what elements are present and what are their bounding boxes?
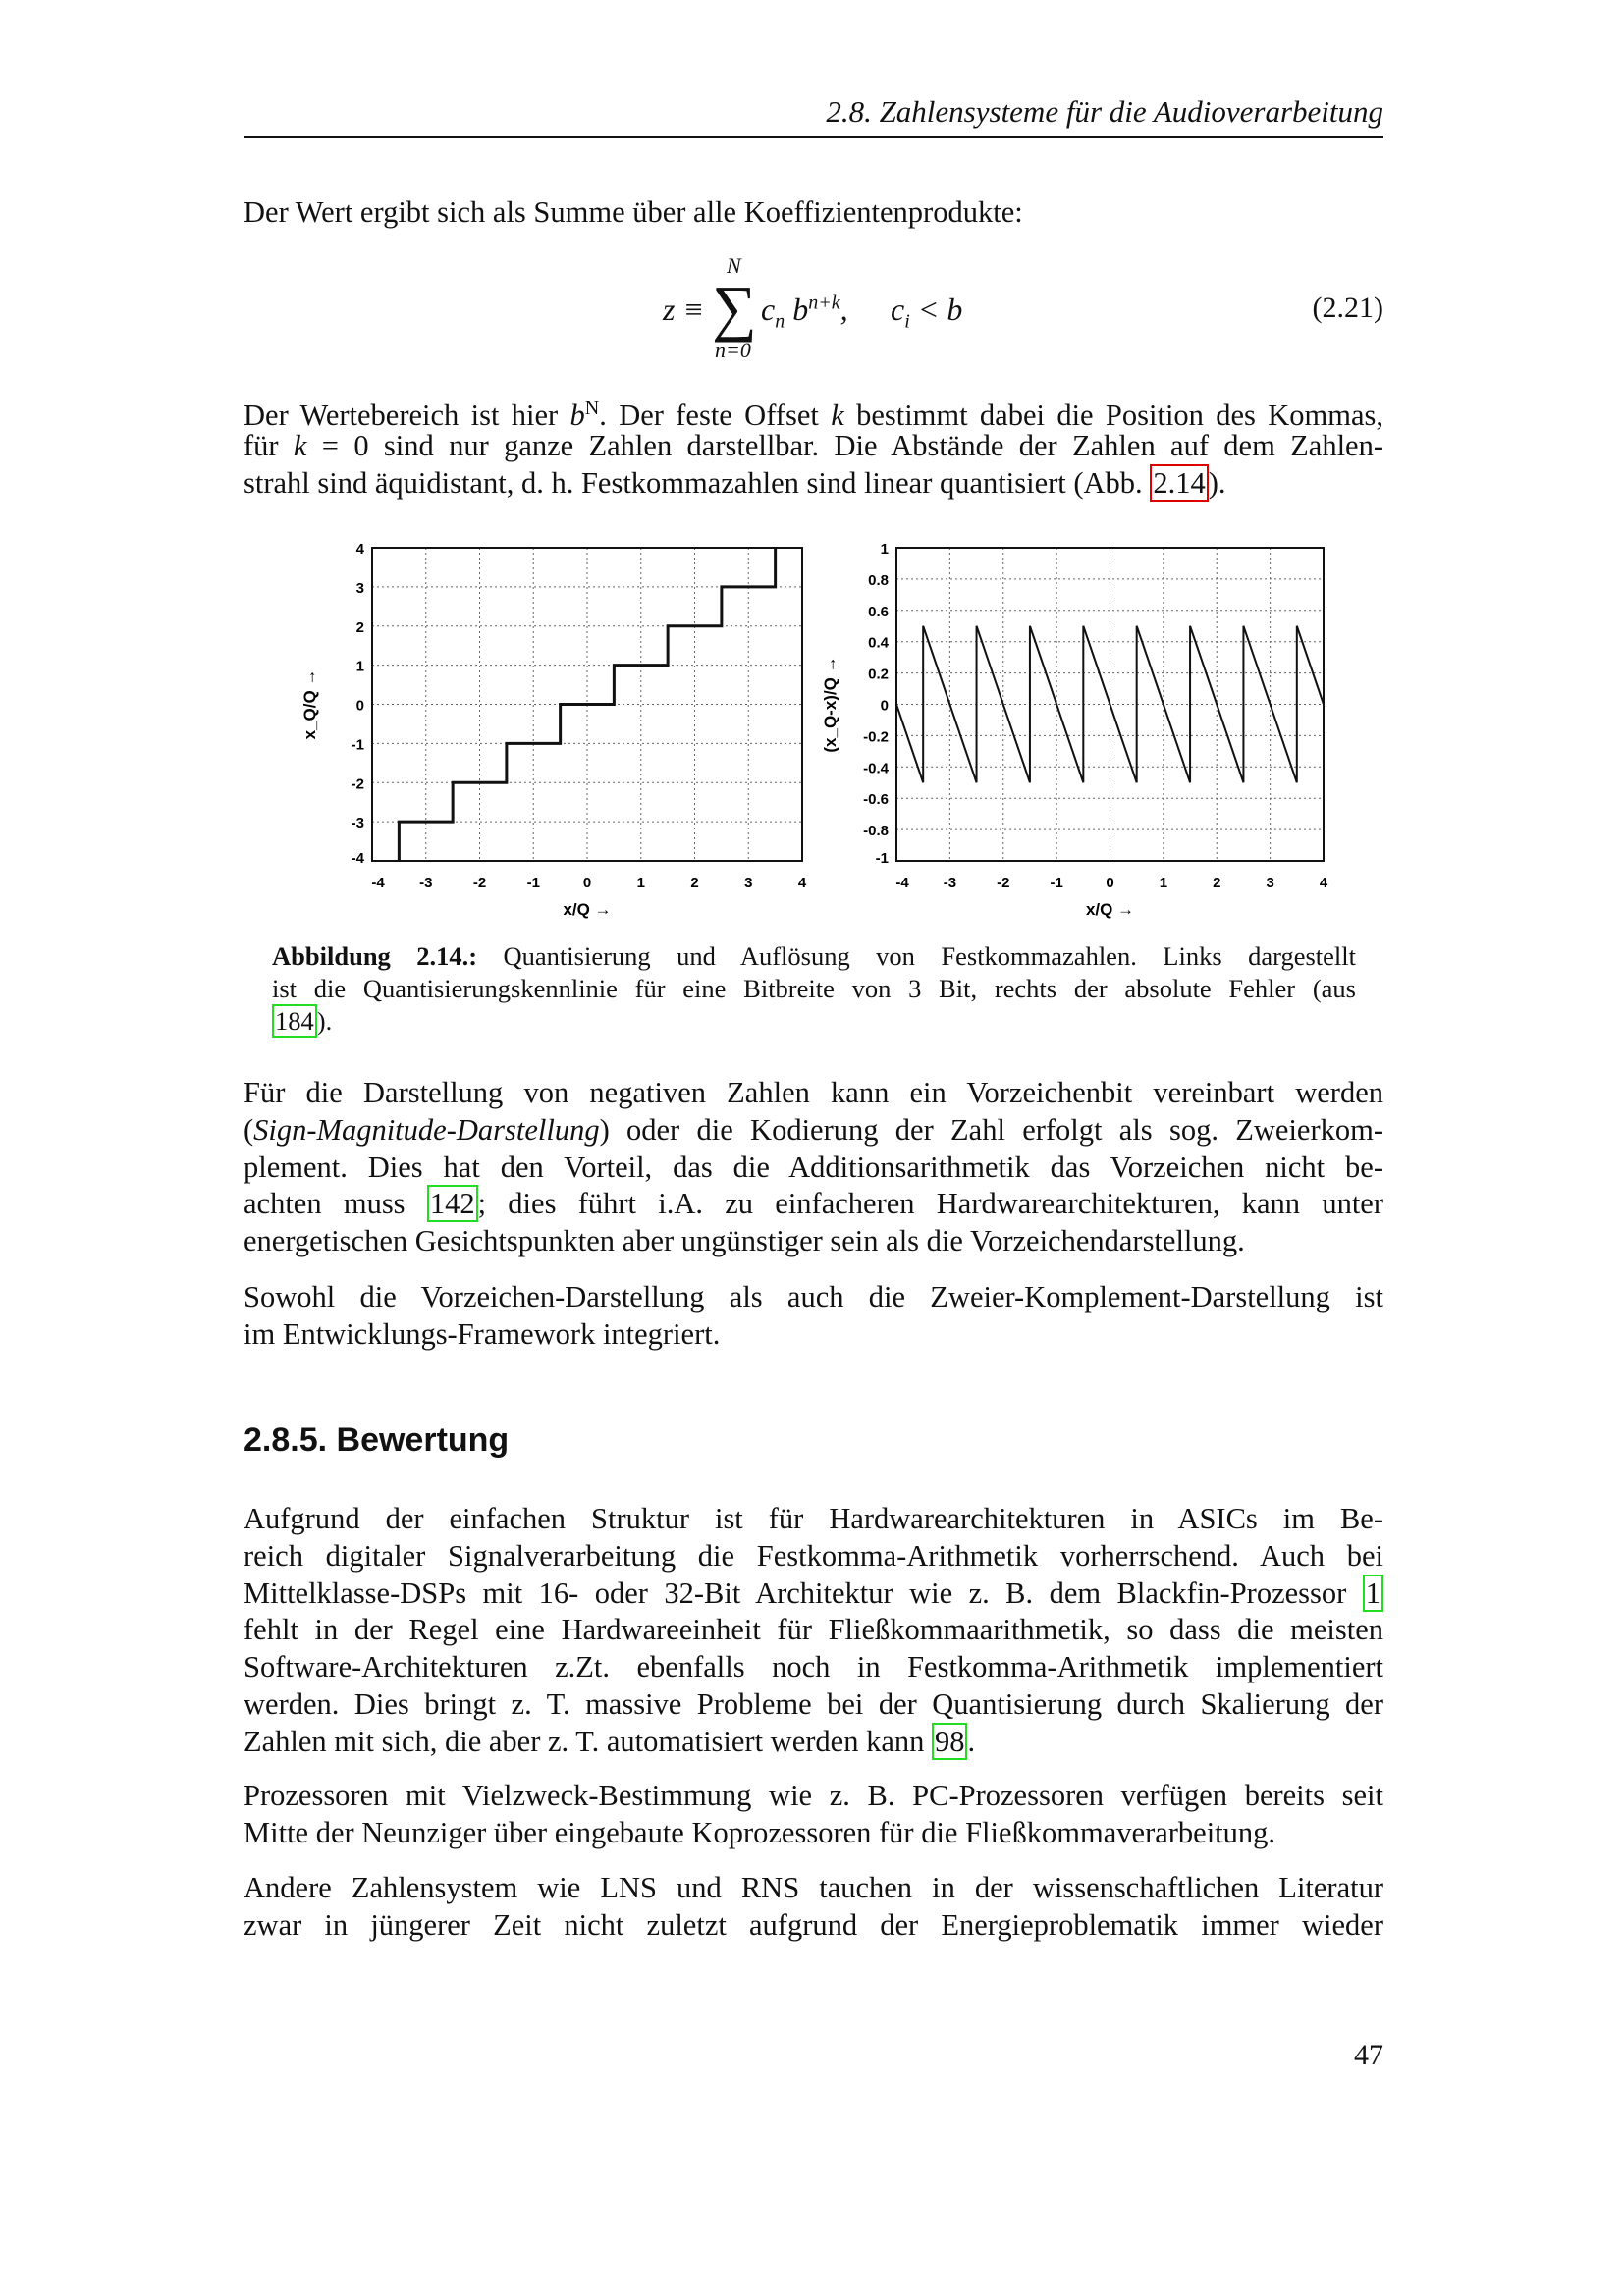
text-line — [244, 1778, 1383, 1815]
y-tick-label: -0.4 — [863, 760, 889, 777]
x-tick-label: 0 — [582, 875, 592, 891]
x-tick-label: 4 — [797, 875, 807, 891]
text-span: . — [967, 1724, 976, 1758]
text-line — [272, 1005, 1356, 1038]
text-line — [244, 1724, 1383, 1761]
superscript: N — [584, 398, 600, 419]
citation-link[interactable]: 1 — [1363, 1575, 1383, 1612]
paragraph — [244, 391, 1383, 502]
equation-lhs: z ≡ — [663, 292, 705, 327]
x-axis-label: x/Q → — [563, 900, 612, 919]
text-span: ). — [316, 1006, 333, 1036]
term: c — [761, 292, 776, 327]
running-header: 2.8. Zahlensysteme für die Audioverarbeitung — [826, 94, 1383, 129]
x-tick-label: 3 — [744, 875, 753, 891]
x-tick-label: -3 — [943, 875, 957, 891]
x-tick-label: 0 — [1106, 875, 1114, 891]
text-line — [244, 465, 1383, 503]
text-span: Aufgrund der einfachen Struktur ist für Hardwarearchitekturen in ASICs im Be- — [244, 1502, 1383, 1535]
text-line — [244, 1186, 1383, 1223]
x-tick-label: -4 — [895, 875, 909, 891]
text-line — [244, 1316, 1383, 1354]
text-span: ist die Quantisierungskennlinie für eine Bitbreite von 3 Bit, rechts der absolute Fehler (aus — [272, 974, 1356, 1003]
term-sub: n — [775, 310, 785, 333]
y-tick-label: -0.8 — [863, 823, 889, 840]
text-span: k — [831, 399, 844, 433]
text-line — [244, 194, 1383, 232]
y-tick-label: 1 — [355, 658, 364, 675]
text-span: reich digitaler Signalverarbeitung die Festkomma-Arithmetik vorherrschend. Auch bei — [244, 1538, 1383, 1573]
text-line — [244, 1538, 1383, 1575]
y-tick-label: 1 — [880, 541, 889, 558]
y-tick-label: 2 — [355, 618, 364, 636]
section-heading: 2.8.5. Bewertung — [244, 1421, 510, 1459]
text-span: achten muss — [244, 1187, 427, 1221]
text-span: Quantisierung und Auflösung von Festkommazahlen. Links dargestellt — [477, 941, 1356, 971]
text-span: ; dies führt i.A. zu einfacheren Hardwarearchitekturen, kann unter — [477, 1187, 1383, 1221]
text-span: plement. Dies hat den Vorteil, das die Additionsarithmetik das Vorzeichen nicht be- — [244, 1149, 1383, 1184]
paragraph — [244, 1075, 1383, 1260]
y-axis-label: x_Q/Q → — [300, 668, 319, 740]
x-axis-label: x/Q → — [1085, 900, 1135, 919]
text-span: b — [569, 399, 585, 433]
y-tick-label: -1 — [875, 850, 889, 867]
cond-sub: i — [904, 310, 910, 333]
y-tick-label: -3 — [351, 815, 364, 832]
y-tick-label: -0.6 — [863, 791, 889, 809]
chart-quantization — [300, 541, 807, 919]
text-line — [244, 1686, 1383, 1724]
x-tick-label: 2 — [1213, 875, 1221, 891]
cond-c: c — [891, 292, 905, 327]
figure-caption — [272, 940, 1356, 1038]
text-span: Andere Zahlensystem wie LNS und RNS tauchen in der wissenschaftlichen Literatur — [244, 1871, 1383, 1904]
y-tick-label: 0 — [880, 697, 889, 715]
text-span: strahl sind äquidistant, d. h. Festkommazahlen sind linear quantisiert (Abb. — [244, 465, 1151, 500]
text-span: werden. Dies bringt z. T. massive Probleme bei der Quantisierung durch Skalierung der — [244, 1686, 1383, 1721]
equation-number: (2.21) — [1312, 292, 1383, 324]
text-span: Sowohl die Vorzeichen-Darstellung als auch die Zweier-Komplement-Darstellung ist — [244, 1280, 1383, 1313]
y-tick-label: 3 — [355, 579, 364, 597]
text-line — [272, 940, 1356, 973]
y-tick-label: 0.6 — [868, 603, 889, 620]
text-line — [244, 428, 1383, 465]
x-tick-label: 1 — [1159, 875, 1168, 891]
text-line — [244, 1815, 1383, 1852]
y-tick-label: 4 — [355, 541, 364, 558]
text-span: bestimmt dabei die Position des Kommas, — [843, 399, 1383, 433]
text-line — [244, 1649, 1383, 1686]
text-line — [244, 1149, 1383, 1187]
text-span: k — [293, 428, 307, 462]
text-line — [244, 1501, 1383, 1538]
text-span: Zahlen mit sich, die aber z. T. automatisiert werden kann — [244, 1724, 932, 1758]
citation-link[interactable]: 98 — [932, 1723, 968, 1760]
term-exp: n+k — [808, 292, 840, 314]
text-span: Software-Architekturen z.Zt. ebenfalls noch in Festkomma-Arithmetik implementiert — [244, 1650, 1383, 1684]
text-span: Der Wert ergibt sich als Summe über alle Koeffizientenprodukte: — [244, 195, 1023, 229]
text-span: für — [244, 428, 294, 462]
x-tick-label: 1 — [636, 875, 645, 891]
y-tick-label: 0.2 — [868, 666, 889, 683]
text-span: fehlt in der Regel eine Hardwareeinheit für Fließkommaarithmetik, so dass die meisten — [244, 1613, 1383, 1647]
text-line — [244, 1223, 1383, 1260]
term-base: b — [792, 292, 809, 327]
y-tick-label: 0.4 — [868, 634, 889, 652]
text-span: Mitte der Neunziger über eingebaute Koprozessoren für die Fließkommaverarbeitung. — [244, 1815, 1276, 1849]
header-rule — [244, 136, 1383, 138]
y-tick-label: -0.2 — [863, 728, 889, 746]
text-line — [244, 391, 1383, 433]
text-line — [244, 1870, 1383, 1907]
text-span: Prozessoren mit Vielzweck-Bestimmung wie z. B. PC-Prozessoren verfügen bereits seit — [244, 1779, 1383, 1812]
text-span: ( — [244, 1112, 254, 1147]
text-line — [272, 973, 1356, 1005]
y-tick-label: -2 — [351, 775, 364, 793]
y-axis-label: (x_Q-x)/Q → — [821, 656, 839, 753]
text-line — [244, 1575, 1383, 1613]
y-tick-label: -4 — [351, 850, 364, 867]
text-span: ) oder die Kodierung der Zahl erfolgt als sog. Zweierkom- — [599, 1112, 1383, 1147]
x-tick-label: -4 — [371, 875, 385, 891]
y-tick-label: 0.8 — [868, 571, 889, 589]
x-tick-label: 3 — [1266, 875, 1274, 891]
text-line — [244, 1112, 1383, 1149]
text-span: Für die Darstellung von negativen Zahlen kann ein Vorzeichenbit vereinbart werden — [244, 1076, 1383, 1109]
text-span: energetischen Gesichtspunkten aber ungünstiger sein als die Vorzeichendarstellung. — [244, 1224, 1245, 1258]
paragraph — [244, 1870, 1383, 1945]
paragraph — [244, 194, 1383, 232]
text-span: Abbildung 2.14.: — [272, 941, 478, 971]
paragraph — [244, 1778, 1383, 1852]
x-tick-label: -3 — [419, 875, 433, 891]
y-tick-label: -1 — [351, 736, 364, 754]
y-tick-label: 0 — [355, 697, 364, 715]
x-tick-label: -2 — [997, 875, 1010, 891]
x-tick-label: -1 — [526, 875, 540, 891]
text-span: Sign-Magnitude-Darstellung — [253, 1112, 600, 1147]
text-span: zwar in jüngerer Zeit nicht zuletzt aufgrund der Energieproblematik immer wieder — [244, 1907, 1383, 1942]
text-span: = 0 sind nur ganze Zahlen darstellbar. Die Abstände der Zahlen auf dem Zahlen- — [306, 428, 1383, 462]
text-span: Mittelklasse-DSPs mit 16- oder 32-Bit Architektur wie z. B. dem Blackfin-Prozessor — [244, 1575, 1363, 1610]
sum-upper: N — [727, 253, 741, 278]
paragraph — [244, 1501, 1383, 1761]
x-tick-label: -1 — [1050, 875, 1063, 891]
citation-link[interactable]: 184 — [272, 1004, 317, 1038]
text-span: . Der feste Offset — [599, 399, 832, 433]
text-line — [244, 1075, 1383, 1112]
citation-link[interactable]: 142 — [427, 1185, 478, 1222]
text-line — [244, 1907, 1383, 1945]
page-number: 47 — [1354, 2039, 1383, 2071]
sum-lower: n=0 — [715, 338, 751, 362]
text-span: ). — [1208, 465, 1226, 500]
text-span: Der Wertebereich ist hier — [244, 399, 570, 433]
sum-symbol: ∑ — [712, 273, 757, 343]
text-line — [244, 1279, 1383, 1316]
x-tick-label: 4 — [1319, 875, 1328, 891]
x-tick-label: 2 — [690, 875, 699, 891]
paragraph — [244, 1279, 1383, 1354]
text-span: im Entwicklungs-Framework integriert. — [244, 1316, 721, 1351]
x-tick-label: -2 — [472, 875, 487, 891]
text-line — [244, 1612, 1383, 1649]
citation-link[interactable]: 2.14 — [1150, 464, 1208, 502]
equation: z ≡ ∑ N n=0 $c_n$ $b^{n+k}$, $c_i < b$ (2.21) — [663, 253, 1383, 362]
cond-rest: < b — [917, 292, 963, 327]
figure-2-14 — [285, 530, 1345, 923]
chart-error — [821, 541, 1328, 919]
